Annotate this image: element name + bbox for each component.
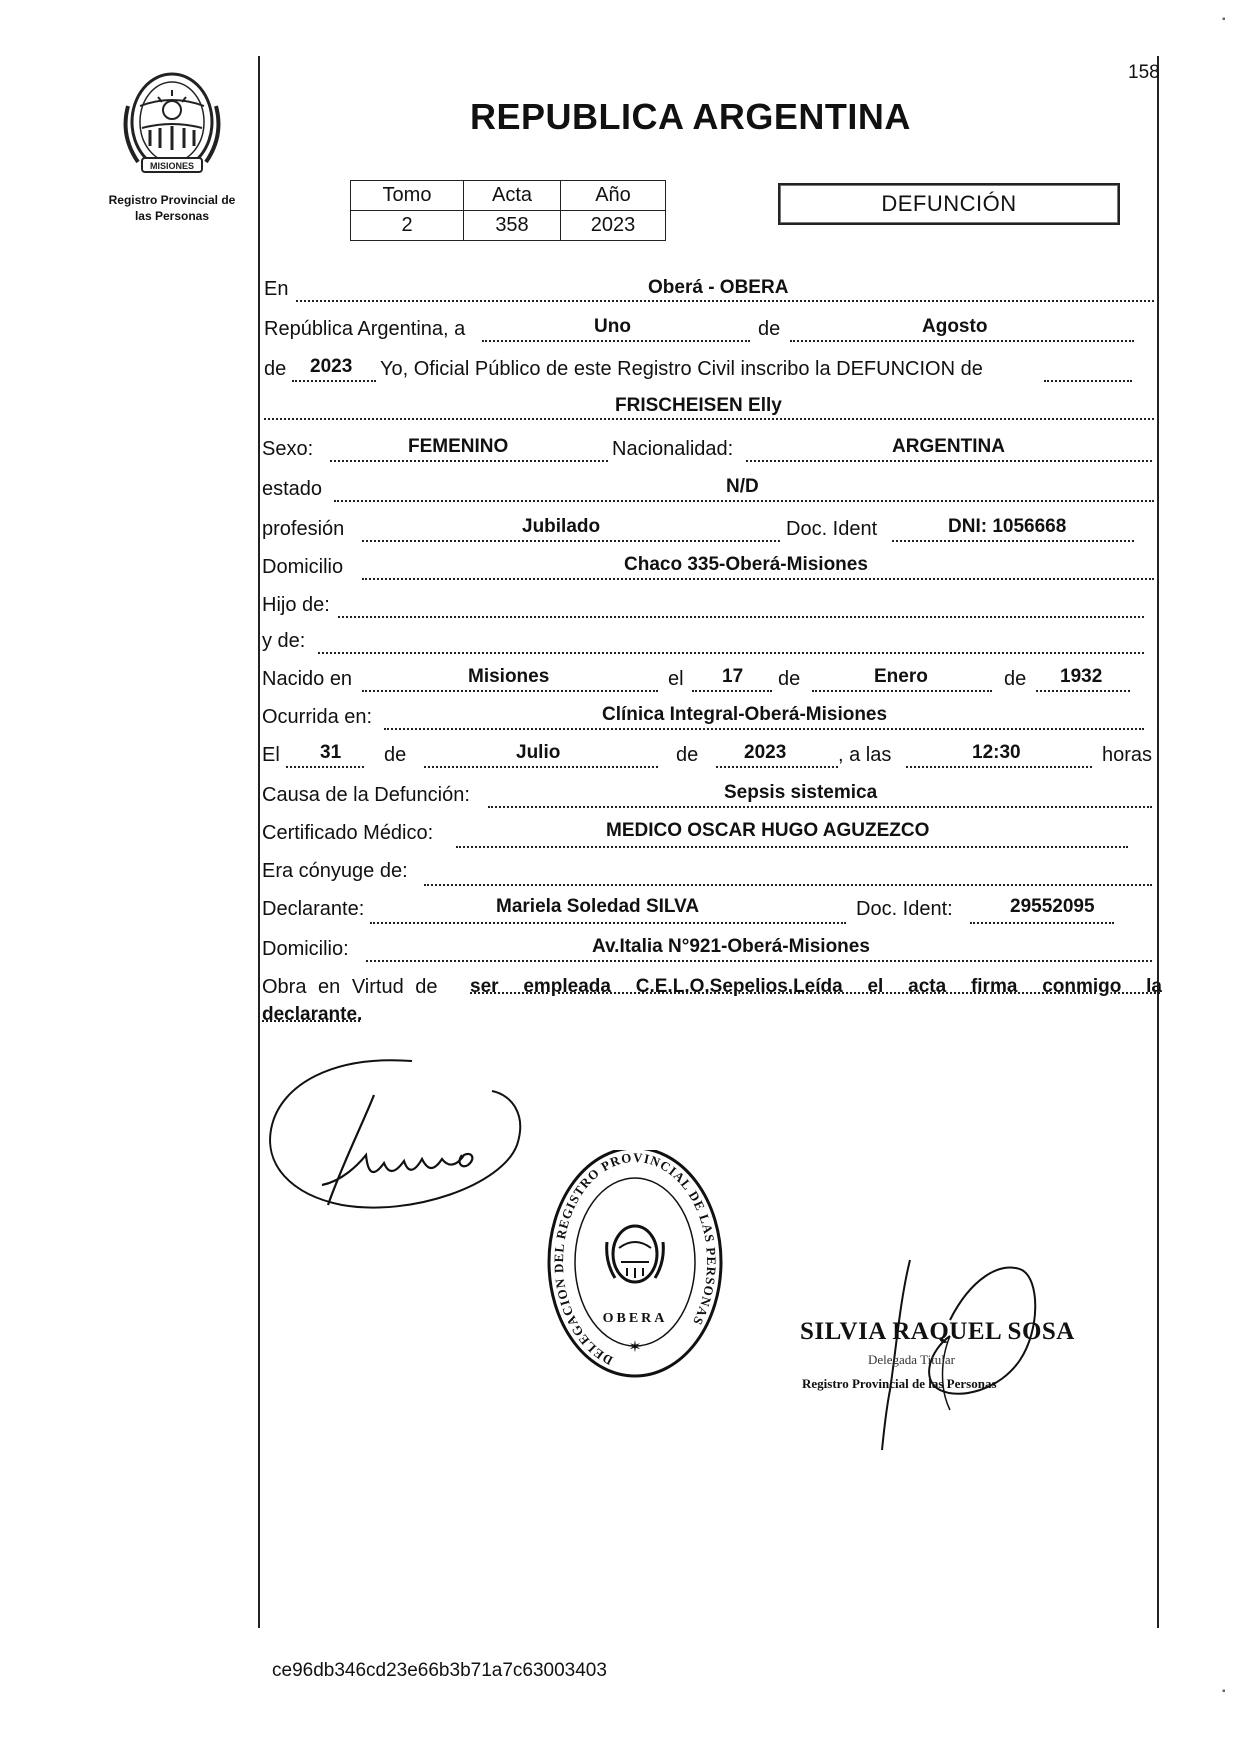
hijo-de-label: Hijo de: bbox=[262, 594, 330, 616]
svg-text:✶: ✶ bbox=[628, 1339, 642, 1356]
death-year-value: 2023 bbox=[744, 742, 787, 763]
acta-header: Acta bbox=[464, 181, 561, 211]
ocurrida-en-value: Clínica Integral-Oberá-Misiones bbox=[602, 704, 888, 725]
declarante-doc-label: Doc. Ident: bbox=[856, 898, 953, 920]
svg-text:DELEGACION DEL REGISTRO PROVIN bbox=[551, 1150, 719, 1368]
de-label: de bbox=[676, 744, 699, 766]
stamp-city-text: OBERA bbox=[602, 1311, 668, 1326]
act-type-box bbox=[778, 183, 1120, 225]
deceased-name-value: FRISCHEISEN Elly bbox=[615, 395, 782, 416]
date-year-value: 2023 bbox=[310, 356, 353, 377]
corner-mark: ▪ bbox=[1222, 14, 1226, 25]
certificado-label: Certificado Médico: bbox=[262, 822, 434, 844]
corner-mark: ▪ bbox=[1222, 1686, 1226, 1697]
ano-header: Año bbox=[561, 181, 666, 211]
birth-day-value: 17 bbox=[722, 666, 744, 687]
domicilio-value: Chaco 335-Oberá-Misiones bbox=[624, 554, 868, 575]
registry-caption bbox=[92, 192, 252, 224]
estado-value: N/D bbox=[726, 476, 759, 497]
logo-text: MISIONES bbox=[149, 161, 195, 171]
declarante-label: Declarante: bbox=[262, 898, 365, 920]
registration-table bbox=[350, 180, 666, 241]
obra-value-line2: declarante. bbox=[262, 1004, 363, 1025]
dotted-line bbox=[716, 766, 838, 768]
registry-caption-line2: las Personas bbox=[134, 209, 210, 223]
dotted-line bbox=[334, 500, 1154, 502]
dotted-line bbox=[366, 960, 1152, 962]
nacionalidad-label: Nacionalidad: bbox=[612, 438, 734, 460]
dotted-line bbox=[482, 340, 750, 342]
declarante-value: Mariela Soledad SILVA bbox=[496, 896, 700, 917]
declarante-domicilio-label: Domicilio: bbox=[262, 938, 349, 960]
y-de-label: y de: bbox=[262, 630, 306, 652]
conyuge-label: Era cónyuge de: bbox=[262, 860, 408, 882]
domicilio-label: Domicilio bbox=[262, 556, 344, 578]
tomo-value: 2 bbox=[351, 211, 464, 241]
nacido-en-label: Nacido en bbox=[262, 668, 353, 690]
obra-value-line1: ser empleada C.E.L.O.Sepelios.Leída el acta firma conmigo la bbox=[470, 976, 1162, 997]
declarante-doc-value: 29552095 bbox=[1010, 896, 1095, 917]
official-stamp bbox=[545, 1150, 725, 1390]
page-title: REPUBLICA ARGENTINA bbox=[470, 96, 911, 137]
dotted-line bbox=[370, 922, 846, 924]
dotted-line bbox=[362, 540, 780, 542]
dotted-line bbox=[790, 340, 1134, 342]
birth-year-value: 1932 bbox=[1060, 666, 1103, 687]
dotted-line bbox=[892, 540, 1134, 542]
province-coat-of-arms-logo bbox=[118, 66, 226, 184]
nacionalidad-value: ARGENTINA bbox=[892, 436, 1005, 457]
sexo-value: FEMENINO bbox=[408, 436, 509, 457]
nacido-en-value: Misiones bbox=[468, 666, 550, 687]
de-label: de bbox=[384, 744, 407, 766]
official-organization: Registro Provincial de las Personas bbox=[802, 1376, 997, 1391]
dotted-line bbox=[296, 300, 1154, 302]
statement-text: Yo, Oficial Público de este Registro Civil inscribo la DEFUNCION de bbox=[380, 358, 983, 380]
a-las-label: , a las bbox=[838, 744, 892, 766]
dotted-line bbox=[1044, 380, 1132, 382]
dotted-line bbox=[692, 690, 772, 692]
dotted-line bbox=[906, 766, 1092, 768]
declarante-domicilio-value: Av.Italia N°921-Oberá-Misiones bbox=[592, 936, 870, 957]
page-number: 158 bbox=[1128, 62, 1160, 83]
acta-value: 358 bbox=[464, 211, 561, 241]
official-role: Delegada Titular bbox=[868, 1352, 956, 1367]
dotted-line bbox=[292, 380, 376, 382]
date-month-value: Agosto bbox=[922, 316, 988, 337]
causa-label: Causa de la Defunción: bbox=[262, 784, 470, 806]
causa-value: Sepsis sistemica bbox=[724, 782, 878, 803]
el-label: El bbox=[262, 744, 280, 766]
ano-value: 2023 bbox=[561, 211, 666, 241]
right-margin-line bbox=[1157, 56, 1159, 1628]
dotted-line bbox=[424, 766, 658, 768]
dotted-line bbox=[488, 806, 1152, 808]
left-margin-line bbox=[258, 56, 260, 1628]
death-day-value: 31 bbox=[320, 742, 342, 763]
horas-label: horas bbox=[1102, 744, 1153, 766]
birth-month-value: Enero bbox=[874, 666, 928, 687]
dotted-line bbox=[384, 728, 1144, 730]
dotted-line bbox=[424, 884, 1152, 886]
declarant-signature bbox=[262, 1055, 522, 1235]
official-name: SILVIA RAQUEL SOSA bbox=[800, 1318, 1075, 1345]
dotted-line bbox=[456, 846, 1128, 848]
death-time-value: 12:30 bbox=[972, 742, 1021, 763]
de-label: de bbox=[758, 318, 781, 340]
estado-label: estado bbox=[262, 478, 323, 500]
dotted-line bbox=[264, 418, 1154, 420]
profesion-value: Jubilado bbox=[522, 516, 601, 537]
el-label: el bbox=[668, 668, 684, 690]
certificado-value: MEDICO OSCAR HUGO AGUZEZCO bbox=[606, 820, 930, 841]
ocurrida-en-label: Ocurrida en: bbox=[262, 706, 373, 728]
dotted-line bbox=[812, 690, 992, 692]
dotted-line bbox=[318, 652, 1144, 654]
dotted-line bbox=[330, 460, 608, 462]
official-signature bbox=[800, 1240, 1090, 1460]
dotted-line bbox=[286, 766, 364, 768]
dotted-line bbox=[970, 922, 1114, 924]
dotted-line bbox=[338, 616, 1144, 618]
tomo-header: Tomo bbox=[351, 181, 464, 211]
republica-label: República Argentina, a bbox=[264, 318, 466, 340]
profesion-label: profesión bbox=[262, 518, 345, 540]
dotted-line bbox=[362, 578, 1154, 580]
death-month-value: Julio bbox=[516, 742, 561, 763]
de-label: de bbox=[264, 358, 287, 380]
sexo-label: Sexo: bbox=[262, 438, 314, 460]
act-type-label: DEFUNCIÓN bbox=[881, 191, 1017, 216]
dotted-line bbox=[362, 690, 658, 692]
obra-label: Obra en Virtud de bbox=[262, 976, 438, 998]
city-value: Oberá - OBERA bbox=[648, 277, 789, 298]
registry-caption-line1: Registro Provincial de bbox=[108, 193, 236, 207]
stamp-ring-text: DELEGACION DEL REGISTRO PROVINCIAL DE LAS PERSONAS bbox=[550, 1150, 720, 1369]
de-label: de bbox=[778, 668, 801, 690]
document-hash: ce96db346cd23e66b3b71a7c63003403 bbox=[272, 1660, 607, 1681]
dotted-line bbox=[746, 460, 1152, 462]
de-label: de bbox=[1004, 668, 1027, 690]
en-label: En bbox=[264, 278, 289, 300]
doc-ident-label: Doc. Ident bbox=[786, 518, 878, 540]
date-day-value: Uno bbox=[594, 316, 631, 337]
doc-ident-value: DNI: 1056668 bbox=[948, 516, 1067, 537]
dotted-line bbox=[1036, 690, 1130, 692]
